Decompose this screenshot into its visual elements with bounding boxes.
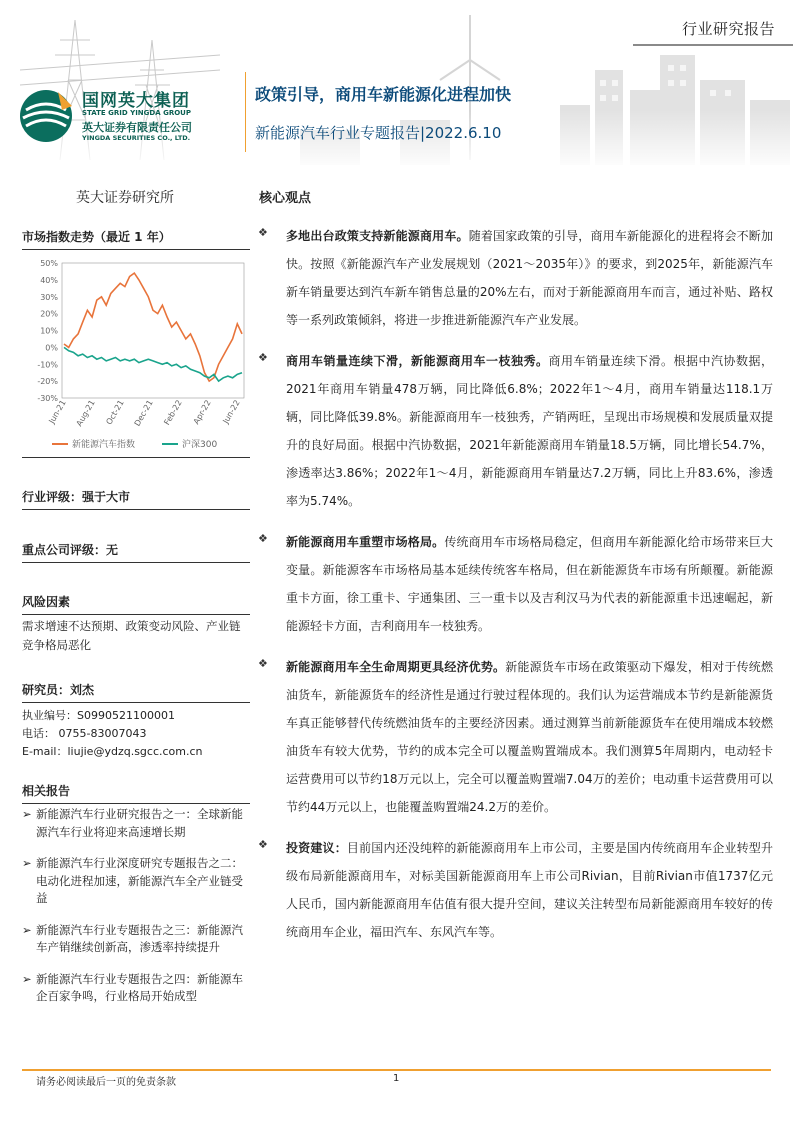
y-tick-label: 40% — [40, 275, 58, 285]
core-view-item — [258, 653, 773, 821]
arrow-bullet-icon: ➢ — [22, 922, 32, 937]
core-view-heading: 商用车销量连续下滑，新能源商用车一枝独秀。 — [286, 354, 549, 368]
logo-cn-sub: 英大证券有限责任公司 — [82, 121, 192, 134]
risk-text: 需求增速不达预期、政策变动风险、产业链竞争格局恶化 — [22, 619, 241, 652]
company-logo — [18, 86, 233, 146]
core-view-item — [258, 222, 773, 334]
index-trend-heading: 市场指数走势（最近 1 年） — [22, 228, 250, 250]
series-line — [64, 347, 242, 381]
analyst-heading: 研究员：刘杰 — [22, 681, 250, 703]
index-trend-chart — [22, 253, 250, 458]
core-view-text — [286, 347, 773, 515]
related-reports-heading: 相关报告 — [22, 782, 250, 804]
core-view-item — [258, 347, 773, 515]
footer-rule — [22, 1069, 771, 1071]
y-tick-label: -20% — [37, 377, 58, 387]
core-view-heading: 新能源商用车重塑市场格局。 — [286, 535, 445, 549]
related-report-item[interactable] — [22, 971, 252, 1006]
x-tick-label: Feb-22 — [162, 398, 184, 427]
related-report-item[interactable] — [22, 922, 252, 957]
related-reports-list — [22, 806, 252, 1020]
y-tick-label: 50% — [40, 259, 58, 268]
y-tick-label: 30% — [40, 292, 58, 302]
analyst-email: E-mail：liujie@ydzq.sgcc.com.cn — [22, 745, 203, 758]
core-view-item — [258, 834, 773, 946]
report-type-rule — [633, 44, 793, 46]
report-type-label: 行业研究报告 — [681, 20, 775, 38]
research-institute: 英大证券研究所 — [76, 190, 174, 206]
diamond-bullet-icon: ❖ — [258, 838, 268, 851]
core-view-heading: 投资建议： — [286, 841, 347, 855]
page-number: 1 — [393, 1073, 400, 1084]
y-tick-label: 0% — [45, 343, 58, 353]
related-report-text: 新能源汽车行业专题报告之四：新能源车企百家争鸣，行业格局开始成型 — [36, 971, 243, 1003]
report-title: 政策引导，商用车新能源化进程加快 — [255, 85, 512, 104]
arrow-bullet-icon: ➢ — [22, 856, 32, 870]
core-view-heading: 新能源商用车全生命周期更具经济优势。 — [286, 660, 506, 674]
globe-logo-icon — [18, 88, 74, 144]
logo-en-main: STATE GRID YINGDA GROUP — [82, 109, 191, 117]
logo-cn-main: 国网英大集团 — [82, 91, 190, 111]
related-report-text: 新能源汽车行业深度研究专题报告之二：电动化进程加速，新能源汽车全产业链受益 — [36, 856, 243, 905]
related-report-item[interactable] — [22, 855, 252, 908]
core-view-body: 商用车销量连续下滑。根据中汽协数据，2021年商用车销量478万辆，同比降低6.8%；2022年1～4月，商用车销量达118.1万辆，同比降低39.8%。新能源商用车一枝独秀，产销两旺，呈现出市场规模和发展质量双提升的良好局面。根据中汽协数据，2021年新能源商用车销量18.5万辆，同比增长54.7%，渗透率达3.86%；2022年1～4月，新能源商用车销量达7.2万辆，同比上升83.6%，渗透率为5.74%。 — [286, 354, 773, 508]
diamond-bullet-icon: ❖ — [258, 657, 268, 670]
core-view-item — [258, 528, 773, 640]
arrow-bullet-icon: ➢ — [22, 807, 32, 821]
disclaimer-note: 请务必阅读最后一页的免责条款 — [36, 1077, 176, 1088]
arrow-bullet-icon: ➢ — [22, 971, 32, 986]
core-views-list — [258, 222, 773, 959]
x-tick-label: Apr-22 — [191, 398, 213, 426]
x-tick-label: Oct-21 — [104, 398, 126, 427]
related-report-item[interactable] — [22, 806, 252, 841]
x-tick-label: Jun-22 — [221, 398, 242, 426]
x-tick-label: Jun-21 — [47, 398, 68, 426]
core-view-body: 新能源货车市场在政策驱动下爆发，相对于传统燃油货车，新能源货车的经济性是通过行驶过程体现的。我们认为运营端成本节约是新能源货车真正能够替代传统燃油货车的主要经济因素。通过测算当前新能源货车在使用端成本较燃油货车有较大优势，节约的成本完全可以覆盖购置端成本。我们测算5年周期内，电动轻卡运营费用可以节约18万元以上，完全可以覆盖购置端7.04万的差价；电动重卡运营费用可以节约44万元以上，也能覆盖购置端24.2万的差价。 — [286, 660, 773, 814]
core-view-body: 传统商用车市场格局稳定，但商用车新能源化给市场带来巨大变量。新能源客车市场格局基本延续传统客车格局，但在新能源货车市场有所颠覆。新能源重卡方面，徐工重卡、宇通集团、三一重卡以及吉利汉马为代表的新能源重卡迅速崛起，新能源轻卡方面，吉利商用车一枝独秀。 — [286, 535, 773, 633]
header-divider — [245, 72, 246, 152]
x-tick-label: Aug-21 — [74, 398, 97, 428]
legend-label: 新能源汽车指数 — [72, 440, 136, 450]
analyst-phone: 电话： 0755-83007043 — [22, 727, 147, 740]
diamond-bullet-icon: ❖ — [258, 532, 268, 545]
core-view-heading: 多地出台政策支持新能源商用车。 — [286, 229, 469, 243]
y-tick-label: -30% — [37, 394, 58, 403]
legend-label: 沪深300 — [182, 440, 218, 450]
core-view-text — [286, 834, 773, 946]
line-chart — [22, 253, 250, 458]
y-tick-label: -10% — [37, 360, 58, 370]
y-tick-label: 20% — [40, 309, 58, 319]
core-views-title: 核心观点 — [259, 191, 312, 206]
logo-en-sub: YINGDA SECURITIES CO., LTD. — [82, 134, 191, 142]
y-tick-label: 10% — [40, 326, 58, 336]
related-report-text: 新能源汽车行业研究报告之一：全球新能源汽车行业将迎来高速增长期 — [36, 807, 243, 839]
core-view-text — [286, 653, 773, 821]
core-view-body: 目前国内还没纯粹的新能源商用车上市公司，主要是国内传统商用车企业转型升级布局新能源商用车，对标美国新能源商用车上市公司Rivian，目前Rivian市值1737亿元人民币，国内新能源商用车估值有很大提升空间，建议关注转型布局新能源商用车较好的传统商用车企业，福田汽车、东风汽车等。 — [286, 841, 773, 939]
core-view-text — [286, 222, 773, 334]
diamond-bullet-icon: ❖ — [258, 226, 268, 239]
key-company-rating: 重点公司评级：无 — [22, 541, 250, 563]
x-tick-label: Dec-21 — [132, 398, 155, 428]
series-line — [64, 273, 242, 381]
analyst-license: 执业编号：S0990521100001 — [22, 709, 175, 722]
core-view-text — [286, 528, 773, 640]
diamond-bullet-icon: ❖ — [258, 351, 268, 364]
core-view-body: 随着国家政策的引导，商用车新能源化的进程将会不断加快。按照《新能源汽车产业发展规划（2021～2035年）》的要求，到2025年，新能源汽车新车销量要达到汽车新车销售总量的20%左右，而对于新能源商用车而言，通过补贴、路权等一系列政策倾斜，将进一步推进新能源汽车产业发展。 — [286, 229, 773, 327]
report-subtitle: 新能源汽车行业专题报告|2022.6.10 — [255, 124, 502, 142]
industry-rating: 行业评级：强于大市 — [22, 488, 250, 510]
risk-heading: 风险因素 — [22, 593, 250, 615]
related-report-text: 新能源汽车行业专题报告之三：新能源汽车产销继续创新高，渗透率持续提升 — [36, 922, 243, 954]
